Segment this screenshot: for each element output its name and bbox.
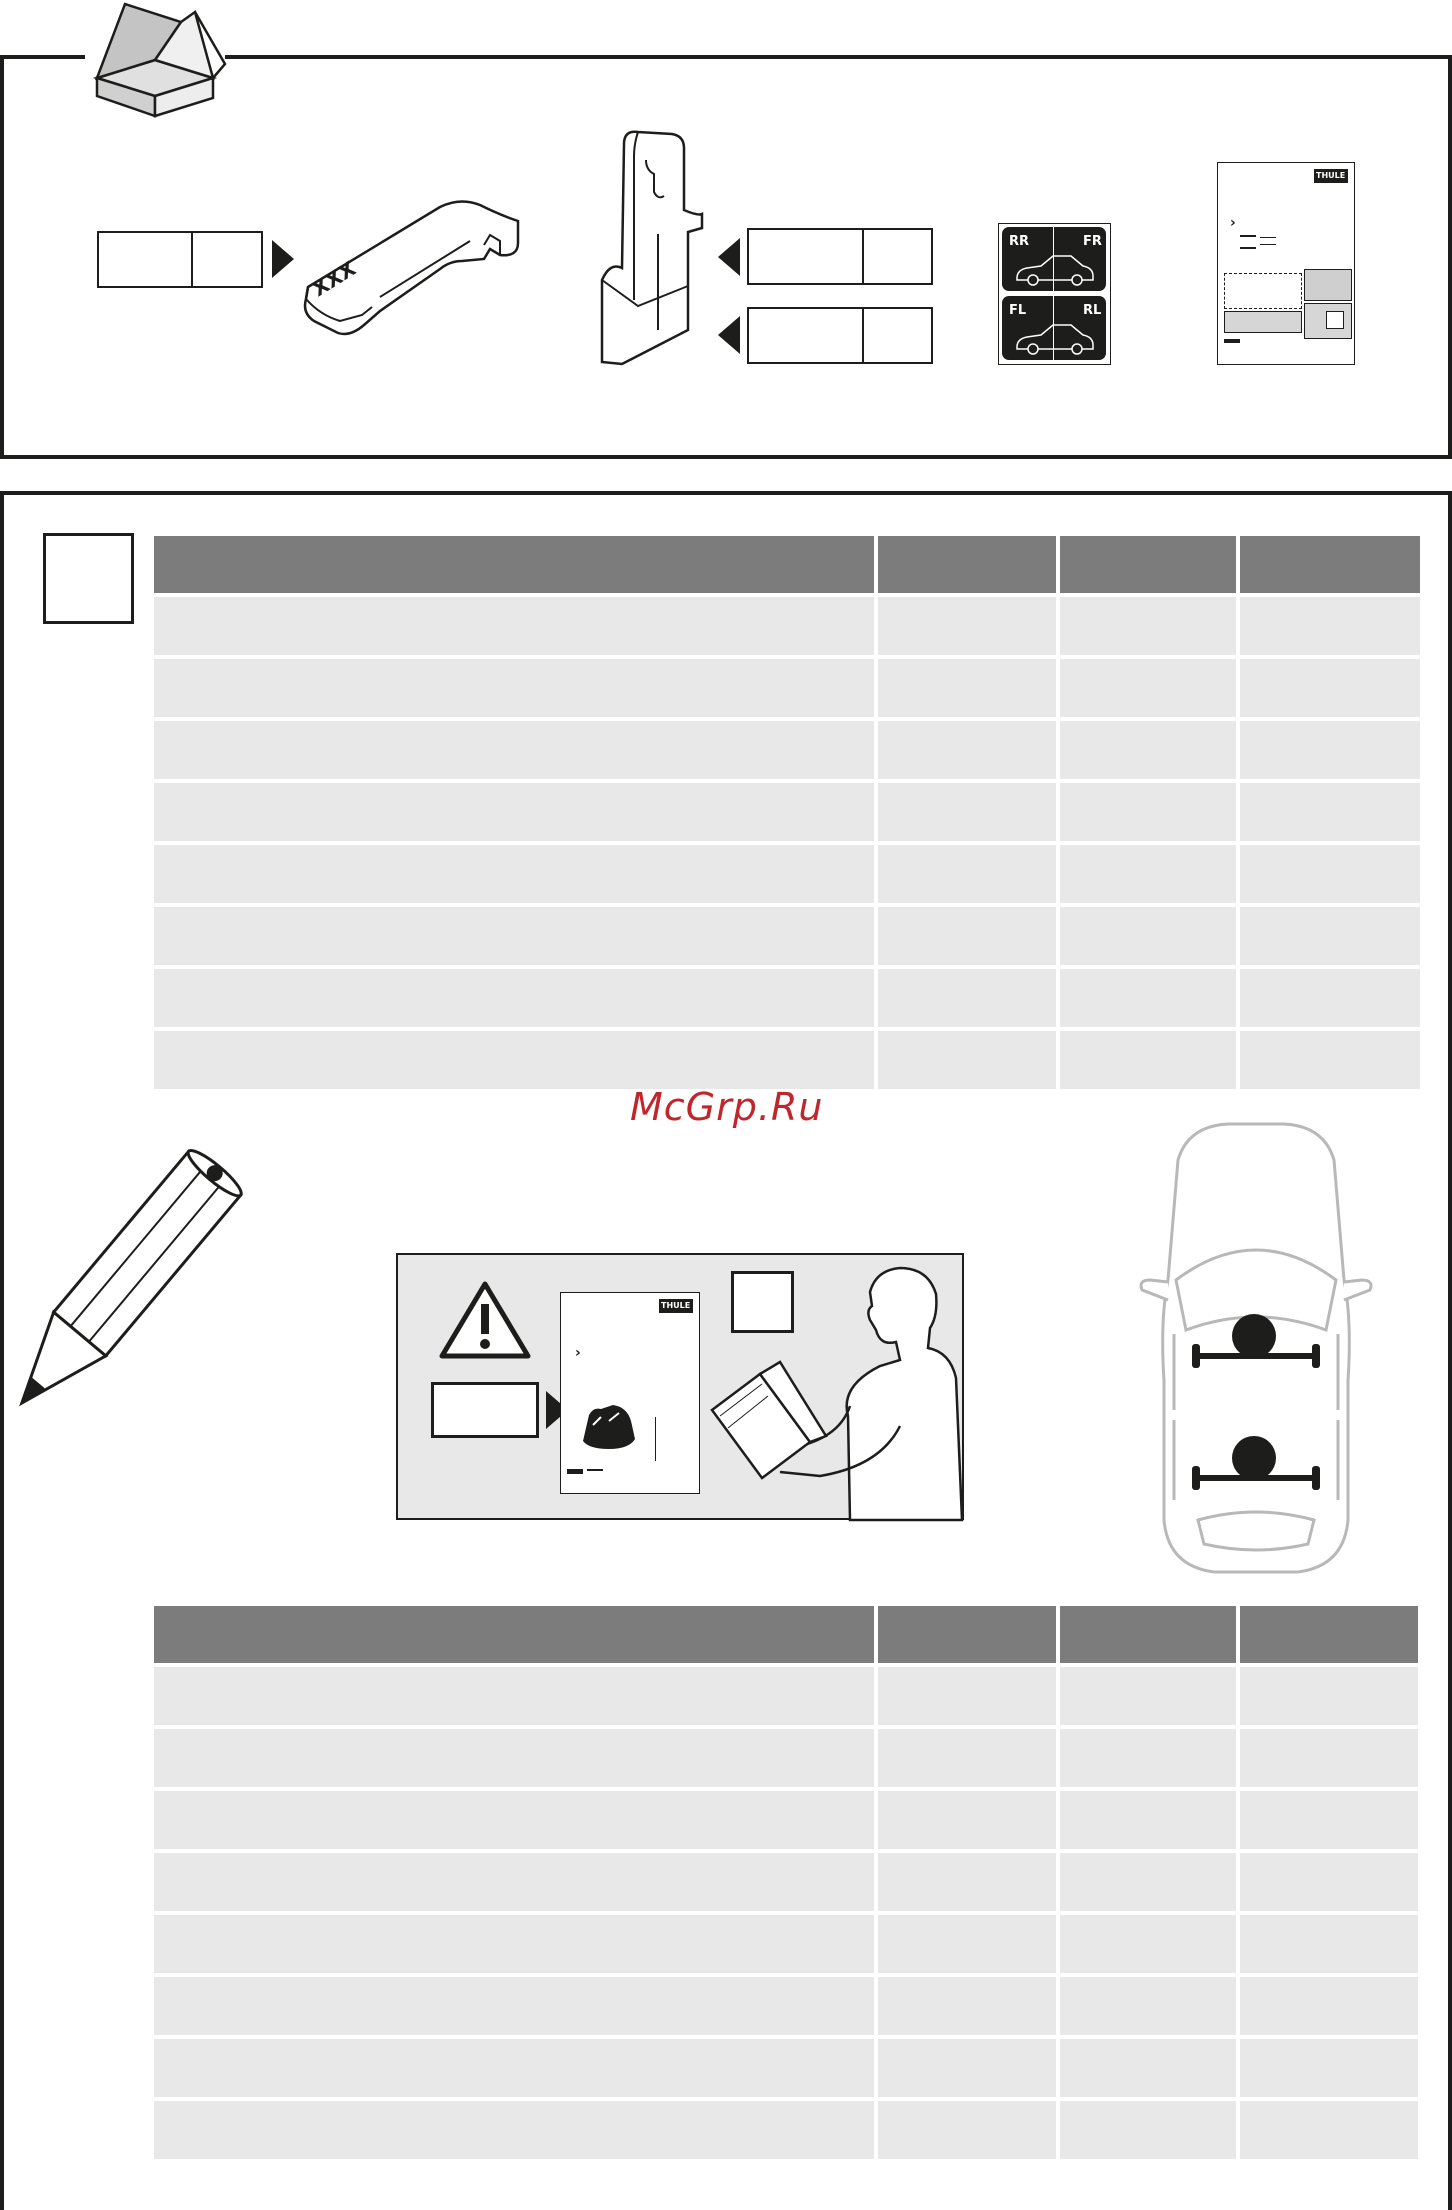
foot-pad-icon	[300, 195, 522, 345]
car-side-icon	[1015, 321, 1095, 357]
vehicle-table-1	[150, 532, 1424, 1093]
table-row	[154, 969, 1420, 1027]
table-row	[154, 2101, 1418, 2159]
col-header	[1060, 536, 1236, 593]
table-row	[154, 845, 1420, 903]
car-top-view-icon	[1138, 1120, 1374, 1576]
sticker-rl: RL	[1083, 303, 1102, 318]
person-reading-icon	[700, 1266, 962, 1520]
step-number-box	[43, 533, 134, 624]
table-row	[154, 1667, 1418, 1725]
instruction-leaflet: THULE ›	[1217, 162, 1355, 365]
arrow-right-icon	[272, 240, 294, 278]
kit-number-divider	[191, 231, 193, 288]
col-header	[878, 1606, 1056, 1663]
col-header	[1060, 1606, 1236, 1663]
warning-triangle-icon	[438, 1280, 532, 1360]
pencil-icon	[160, 1160, 420, 1420]
table-row	[154, 1977, 1418, 2035]
open-box-icon	[85, 0, 225, 120]
table-row	[154, 1031, 1420, 1089]
bracket-code-divider-1	[862, 228, 864, 285]
col-header	[878, 536, 1056, 593]
watermark: McGrp.Ru	[630, 1085, 824, 1129]
sticker-rr: RR	[1009, 234, 1030, 249]
table-row	[154, 1915, 1418, 1973]
table-row	[154, 721, 1420, 779]
vehicle-table-2	[150, 1602, 1422, 2163]
sticker-fr: FR	[1083, 234, 1102, 249]
bracket-code-divider-2	[862, 307, 864, 364]
fitting-instructions-leaflet: THULE ›	[560, 1292, 700, 1494]
col-header	[154, 536, 874, 593]
table-row	[154, 907, 1420, 965]
kit-number-field	[97, 231, 263, 288]
col-header	[1240, 1606, 1418, 1663]
table-row	[154, 1853, 1418, 1911]
col-header	[154, 1606, 874, 1663]
table-row	[154, 659, 1420, 717]
arrow-left-icon	[718, 316, 740, 354]
bracket-code-field-2	[747, 307, 933, 364]
position-sticker	[998, 223, 1111, 365]
table-row	[154, 783, 1420, 841]
bracket-code-field-1	[747, 228, 933, 285]
part-code-label: XXX	[307, 256, 360, 302]
table-row	[154, 1729, 1418, 1787]
sticker-fl: FL	[1009, 303, 1027, 318]
arrow-left-icon	[718, 238, 740, 276]
col-header	[1240, 536, 1420, 593]
car-side-icon	[1015, 252, 1095, 288]
manual-code-field	[431, 1382, 539, 1438]
table-row	[154, 2039, 1418, 2097]
table-row	[154, 597, 1420, 655]
table-row	[154, 1791, 1418, 1849]
bracket-icon	[598, 130, 708, 365]
